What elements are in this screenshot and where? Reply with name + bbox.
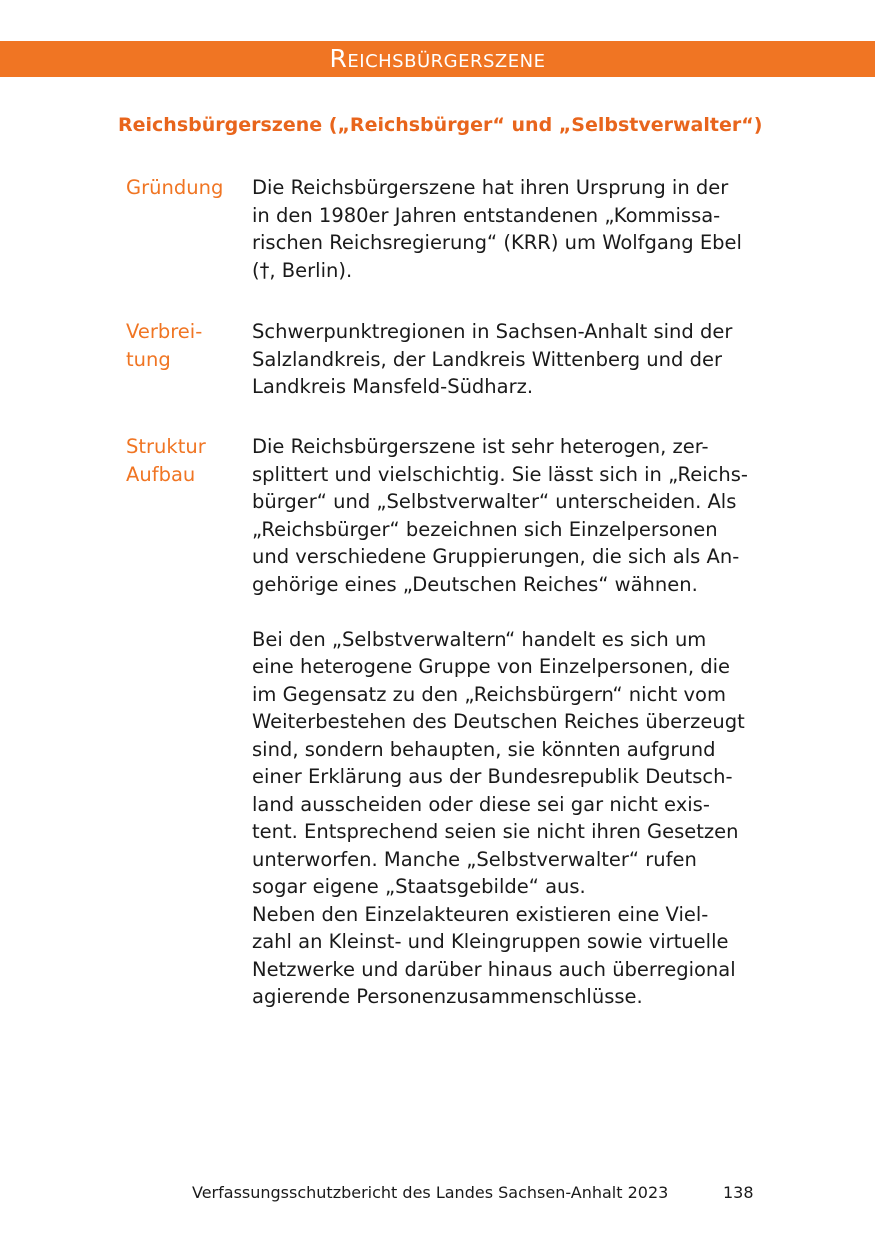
chapter-banner [0,41,875,77]
text-line: Die Reichsbürgerszene hat ihren Ursprung in der [252,176,729,199]
text-line: Salzlandkreis, der Landkreis Wittenberg und der [252,347,722,371]
text-line: „Reichsbürger“ bezeichnen sich Einzelpersonen [252,517,718,541]
text-line: tent. Entsprechend seien sie nicht ihren Gesetzen [252,820,739,843]
text-line: gehörige eines „Deutschen Reiches“ wähnen. [252,572,698,596]
label-line: Aufbau [126,462,196,486]
entry-label [126,433,244,488]
text-line: einer Erklärung aus der Bundesrepublik Deutsch- [252,765,733,788]
text-line: splittert und vielschichtig. Sie lässt sich in „Reichs- [252,462,748,486]
section-heading: Reichsbürgerszene („Reichsbürger“ und „Selbstverwalter“) [118,114,763,136]
text-line: land ausscheiden oder diese sei gar nicht exis- [252,792,710,816]
page-footer [0,1183,875,1207]
footer-title: Verfassungsschutzbericht des Landes Sachsen-Anhalt 2023 [192,1183,669,1202]
entry-label [126,318,244,373]
label-line: Verbrei- [126,320,203,343]
page-number: 138 [723,1183,754,1202]
label-line: Struktur [126,435,206,458]
text-line: Neben den Einzelakteuren existieren eine Viel- [252,902,709,926]
text-line: im Gegensatz zu den „Reichsbürgern“ nicht vom [252,682,726,706]
text-line: Bei den „Selbstverwaltern“ handelt es sich um [252,627,707,651]
text-line: Landkreis Mansfeld-Südharz. [252,375,534,398]
text-line: und verschiedene Gruppierungen, die sich als An- [252,545,740,568]
paragraph-gap [252,598,772,626]
text-line: Netzwerke und darüber hinaus auch überregional [252,957,736,981]
text-line: unterworfen. Manche „Selbstverwalter“ rufen [252,847,697,871]
chapter-title: Reichsbürgerszene [329,44,546,73]
entry-label [126,174,244,202]
entry-text [252,318,772,401]
text-line: bürger“ und „Selbstverwalter“ unterscheiden. Als [252,490,737,513]
label-line: tung [126,347,171,371]
text-line: eine heterogene Gruppe von Einzelpersonen, die [252,655,731,678]
text-line: in den 1980er Jahren entstandenen „Kommissa- [252,203,721,227]
text-line: agierende Personenzusammenschlüsse. [252,985,643,1008]
text-line: rischen Reichsregierung“ (KRR) um Wolfgang Ebel [252,231,742,254]
text-line: sind, sondern behaupten, sie könnten aufgrund [252,737,716,761]
entry-text [252,174,772,284]
label-line: Gründung [126,176,224,199]
text-line: Weiterbestehen des Deutschen Reiches überzeugt [252,710,745,733]
text-line: (†, Berlin). [252,258,353,282]
text-line: Die Reichsbürgerszene ist sehr heterogen, zer- [252,435,709,458]
text-line: zahl an Kleinst- und Kleingruppen sowie virtuelle [252,930,729,953]
text-line: sogar eigene „Staatsgebilde“ aus. [252,875,586,898]
text-line: Schwerpunktregionen in Sachsen-Anhalt sind der [252,320,733,343]
entry-text [252,433,772,1011]
